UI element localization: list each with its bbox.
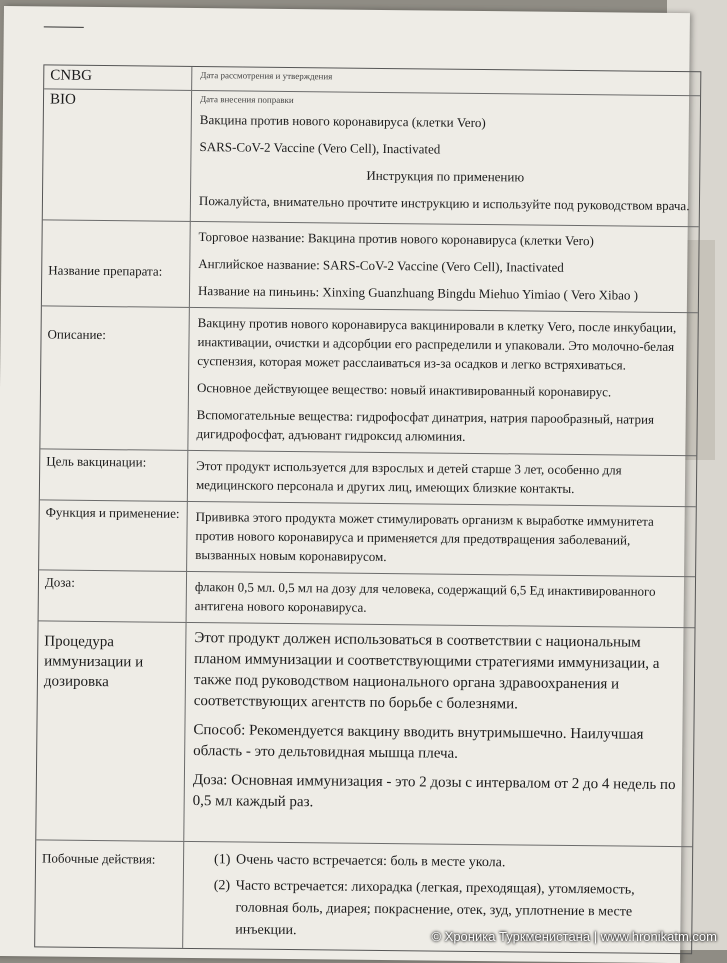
purpose-text: Этот продукт используется для взрослых и детей старше 3 лет, особенно для медицинского персонала и других лиц, имеющих близкие контакты. (195, 458, 622, 496)
purpose-row (40, 449, 696, 507)
intro-text: Пожалуйста, внимательно прочтите инструкцию и используйте под руководством врача. (198, 193, 690, 214)
list-item: (1) Очень часто встречается: боль в месте укола. (213, 852, 506, 871)
side-effects-label: Побочные действия: (35, 840, 184, 948)
trade-name: Торговое название: Вакцина против нового коронавируса (клетки Vero) (198, 229, 594, 249)
procedure-dosage: Доза: Основная иммунизация - это 2 дозы с интервалом от 2 до 4 недель по 0,5 мл каждый раз. (192, 772, 676, 811)
pinyin-name: Название на пиньинь: Xinxing Guanzhuang Bingdu Miehuo Yimiao ( Vero Xibao ) (197, 283, 639, 303)
procedure-row (36, 621, 694, 847)
description-label: Описание: (40, 306, 189, 450)
company-line-2: BIO (49, 91, 76, 108)
function-text: Прививка этого продукта может стимулировать организм к выработке иммунитета против нового коронавируса и применяется для предотвращения заболеваний, вызванных новым коронавирусом. (195, 509, 654, 565)
drug-name-row (42, 220, 699, 313)
description-text: Вакцину против нового коронавируса вакцинировали в клетку Vero, после инкубации, инактивации, очистки и адсорбции его распределили и упаковали. Это молочно-белая суспензия, которая может расслаиваться из-за осадков и легко встряхиваться. (197, 315, 677, 373)
list-item: (2) Часто встречается: лихорадка (легкая, преходящая), утомляемость, головная боль, диарея; покраснение, отек, зуд, уплотнение в месте инъекции. (213, 878, 635, 939)
dose-text: флакон 0,5 мл. 0,5 мл на дозу для человека, содержащий 6,5 Ед инактивированного антигена нового коронавируса. (194, 579, 656, 615)
excipients: Вспомогательные вещества: гидрофосфат динатрия, натрия парообразный, натрия дигидрофосфат, адъювант гидроксид алюминия. (196, 407, 655, 444)
description-row (40, 306, 697, 456)
purpose-label: Цель вакцинации: (40, 449, 189, 501)
procedure-method: Способ: Рекомендуется вакцину вводить внутримышечно. Наилучшая область - это дельтовидная мышца плеча. (193, 722, 644, 762)
title-en: SARS-CoV-2 Vaccine (Vero Cell), Inactivated (199, 139, 441, 157)
title-ru: Вакцина против нового коронавируса (клетки Vero) (199, 112, 486, 131)
dose-label: Доза: (39, 570, 188, 622)
drug-name-label: Название препарата: (42, 220, 191, 307)
revision-date-label: Дата внесения поправки (199, 94, 294, 106)
procedure-text: Этот продукт должен использоваться в соответствии с национальным планом иммунизации и соответствующими стратегиями иммунизации, а также под руководством национального органа здравоохранения и соответствующих агентств по борьбе с болезнями. (193, 630, 660, 713)
dose-row (39, 570, 695, 628)
instructions-title: Инструкция по применению (366, 167, 525, 185)
page-mark (44, 26, 84, 27)
procedure-label: Процедура иммунизации и дозировка (36, 621, 186, 841)
company-logo-text: CNBG (44, 65, 192, 90)
function-row (39, 500, 696, 577)
document-sheet (0, 6, 690, 963)
instruction-table (34, 64, 701, 954)
english-name: Английское название: SARS-CoV-2 Vaccine (Vero Cell), Inactivated (198, 256, 564, 275)
function-label: Функция и применение: (39, 500, 188, 571)
watermark: © Хроника Туркменистана | www.hronikatm.com (431, 929, 717, 944)
active-ingredient: Основное действующее вещество: новый инактивированный коронавирус. (196, 380, 612, 400)
review-date-label: Дата рассмотрения и утверждения (200, 70, 333, 82)
title-row (43, 89, 700, 227)
